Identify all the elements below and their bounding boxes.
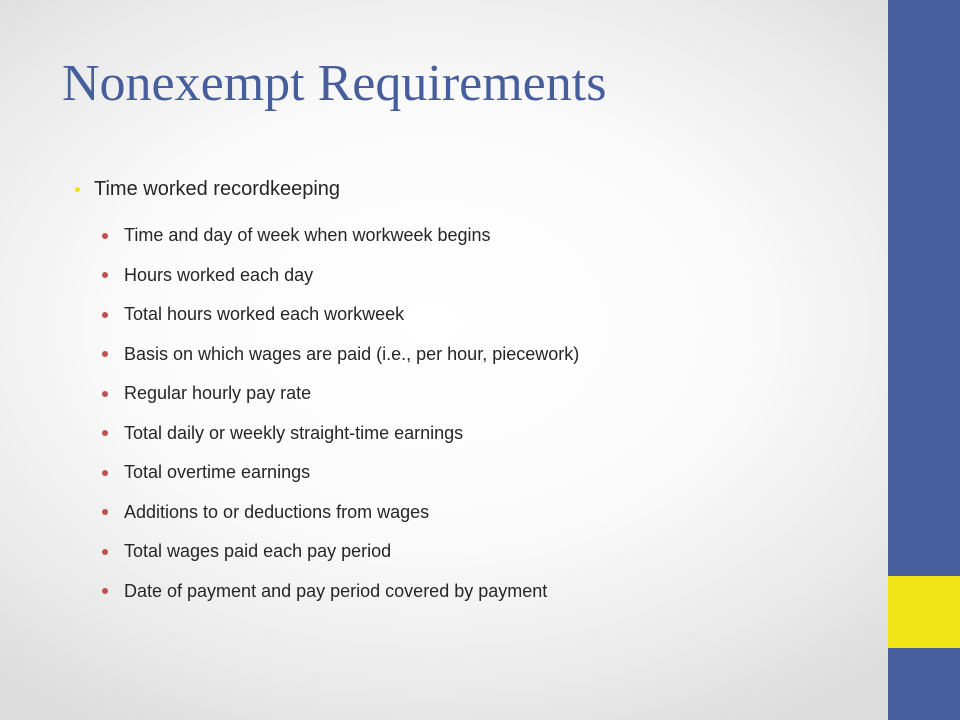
sub-bullet-item	[102, 572, 579, 612]
bullet-dot-icon	[75, 187, 80, 192]
sub-bullet-text: Basis on which wages are paid (i.e., per hour, piecework)	[124, 343, 580, 364]
sub-bullet-item	[102, 414, 579, 454]
bullet-dot-icon	[102, 509, 108, 515]
sub-bullet-text: Total daily or weekly straight-time earnings	[124, 422, 464, 443]
sub-bullet-item	[102, 493, 579, 533]
main-bullet	[74, 174, 340, 204]
main-bullet-text: Time worked recordkeeping	[94, 177, 341, 200]
sub-bullet-item	[102, 374, 579, 414]
side-accent-square	[888, 576, 960, 648]
sub-bullet-text: Regular hourly pay rate	[124, 383, 312, 404]
bullet-dot-icon	[102, 588, 108, 594]
bullet-dot-icon	[102, 430, 108, 436]
bullet-dot-icon	[102, 233, 108, 239]
bullet-dot-icon	[102, 470, 108, 476]
sub-bullet-item	[102, 256, 579, 296]
sub-bullet-text: Total hours worked each workweek	[124, 304, 405, 325]
bullet-dot-icon	[102, 312, 108, 318]
bullet-dot-icon	[102, 272, 108, 278]
sub-bullet-item	[102, 295, 579, 335]
bullet-dot-icon	[102, 549, 108, 555]
sub-bullet-list	[102, 216, 579, 611]
sub-bullet-text: Hours worked each day	[124, 264, 314, 285]
sub-bullet-item	[102, 532, 579, 572]
sub-bullet-text: Additions to or deductions from wages	[124, 501, 430, 522]
sub-bullet-text: Time and day of week when workweek begins	[124, 225, 491, 246]
slide-title: Nonexempt Requirements	[62, 55, 607, 112]
bullet-dot-icon	[102, 391, 108, 397]
sub-bullet-text: Total overtime earnings	[124, 462, 311, 483]
bullet-dot-icon	[102, 351, 108, 357]
sub-bullet-item	[102, 216, 579, 256]
sub-bullet-item	[102, 335, 579, 375]
sub-bullet-text: Total wages paid each pay period	[124, 541, 392, 562]
sub-bullet-item	[102, 453, 579, 493]
sub-bullet-text: Date of payment and pay period covered by payment	[124, 580, 548, 601]
